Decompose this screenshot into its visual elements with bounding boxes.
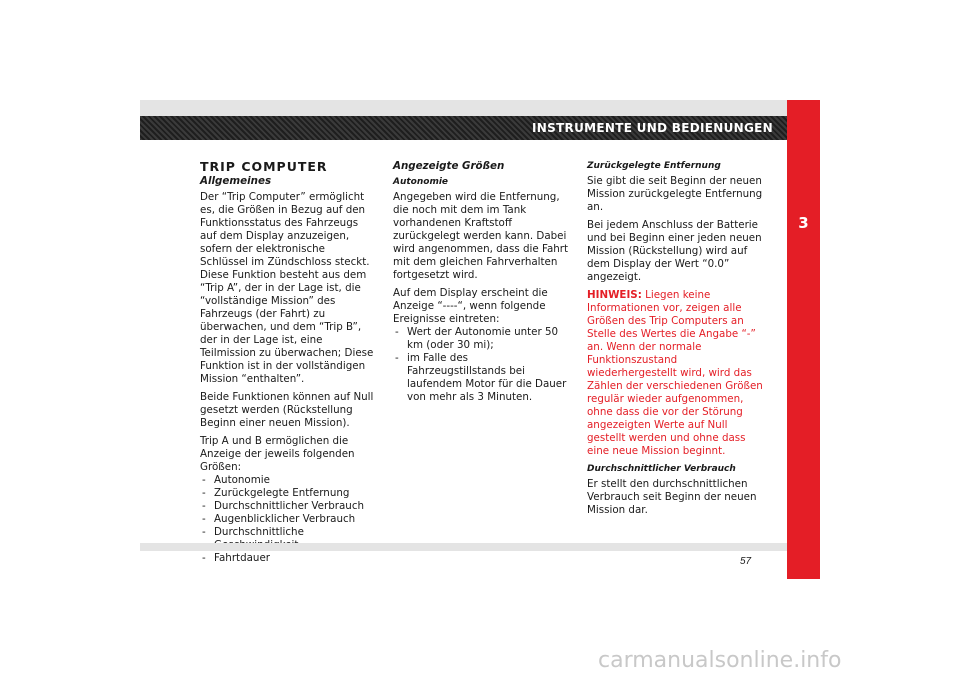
list-item: - Wert der Autonomie unter 50 km (oder 30 mi); [393,326,570,352]
page-number: 57 [740,556,752,567]
paragraph: Der “Trip Computer” ermöglicht es, die Größen in Bezug auf den Funktionsstatus des Fahrzeugs auf dem Display anzuzeigen, sofern der elektronische Schlüssel im Zündschloss steckt. Diese Funktion besteht aus dem “Trip A”, der in der Lage ist, die “vollständige Mission” des Fahrzeugs (der Fahrt) zu überwachen, und dem “Trip B”, der in der Lage ist, eine Teilmission zu überwachen; Diese Funktion ist in der vollständigen Mission “enthalten”. [200,191,374,385]
list-item: - im Falle des Fahrzeugstillstands bei laufendem Motor für die Dauer von mehr als 3 Minuten. [393,352,570,404]
subheading-durchschnittlicher-verbrauch: Durchschnittlicher Verbrauch [587,464,736,474]
subheading-allgemeines: Allgemeines [200,175,272,187]
paragraph: Sie gibt die seit Beginn der neuen Mission zurückgelegte Entfernung an. [587,175,763,213]
subheading-angezeigte-groessen: Angezeigte Größen [393,160,505,172]
column-1 [200,160,376,565]
watermark: carmanualsonline.info [598,648,842,673]
chapter-tab [787,100,820,579]
subheading-zurueckgelegte-entfernung: Zurückgelegte Entfernung [587,161,721,171]
paragraph: Er stellt den durchschnittlichen Verbrauch seit Beginn der neuen Mission dar. [587,478,757,516]
list-item: - Durchschnittliche [200,526,376,552]
paragraph: Angegeben wird die Entfernung, die noch mit dem im Tank vorhandenen Kraftstoff zurückgelegt werden kann. Dabei wird angenommen, dass die Fahrt mit dem gleichen Fahrverhalten fortgesetzt wird. [393,191,569,281]
column-3 [587,160,765,522]
paragraph: Trip A und B ermöglichen die Anzeige der jeweils folgenden Größen: [200,435,355,473]
page-title: TRIP COMPUTER [200,159,328,174]
list-item: - Augenblicklicher Verbrauch [200,513,376,526]
quantity-list [200,474,376,565]
note-paragraph [587,289,765,458]
event-list [393,326,570,404]
bottom-gray-bar [140,543,787,551]
section-header-band [140,116,787,140]
top-gray-bar [140,100,787,116]
section-title: INSTRUMENTE UND BEDIENUNGEN [532,121,773,135]
note-text: Liegen keine Informationen vor, zeigen alle Größen des Trip Computers an Stelle des Wertes die Angabe “-” an. Wenn der normale Funktionszustand wiederhergestellt wird, wird das Zählen der verschiedenen Größen regulär wieder aufgenommen, ohne dass die vor der Störung angezeigten Werte auf Null gestellt werden und ohne dass eine neue Mission beginnt. [587,289,763,457]
list-item: - Zurückgelegte Entfernung [200,487,376,500]
subheading-autonomie: Autonomie [393,177,449,187]
column-2 [393,160,570,404]
paragraph: Beide Funktionen können auf Null gesetzt werden (Rückstellung Beginn einer neuen Mission). [200,391,374,429]
list-item: - Durchschnittlicher Verbrauch [200,500,376,513]
paragraph: Bei jedem Anschluss der Batterie und bei Beginn einer jeden neuen Mission (Rückstellung) wird auf dem Display der Wert “0.0” angezeigt. [587,219,762,283]
note-label: HINWEIS: [587,289,642,301]
list-item: - Fahrtdauer [200,552,376,565]
chapter-number: 3 [798,214,809,232]
list-item: - Autonomie [200,474,376,487]
paragraph: Auf dem Display erscheint die Anzeige “----“, wenn folgende Ereignisse eintreten: [393,287,548,325]
